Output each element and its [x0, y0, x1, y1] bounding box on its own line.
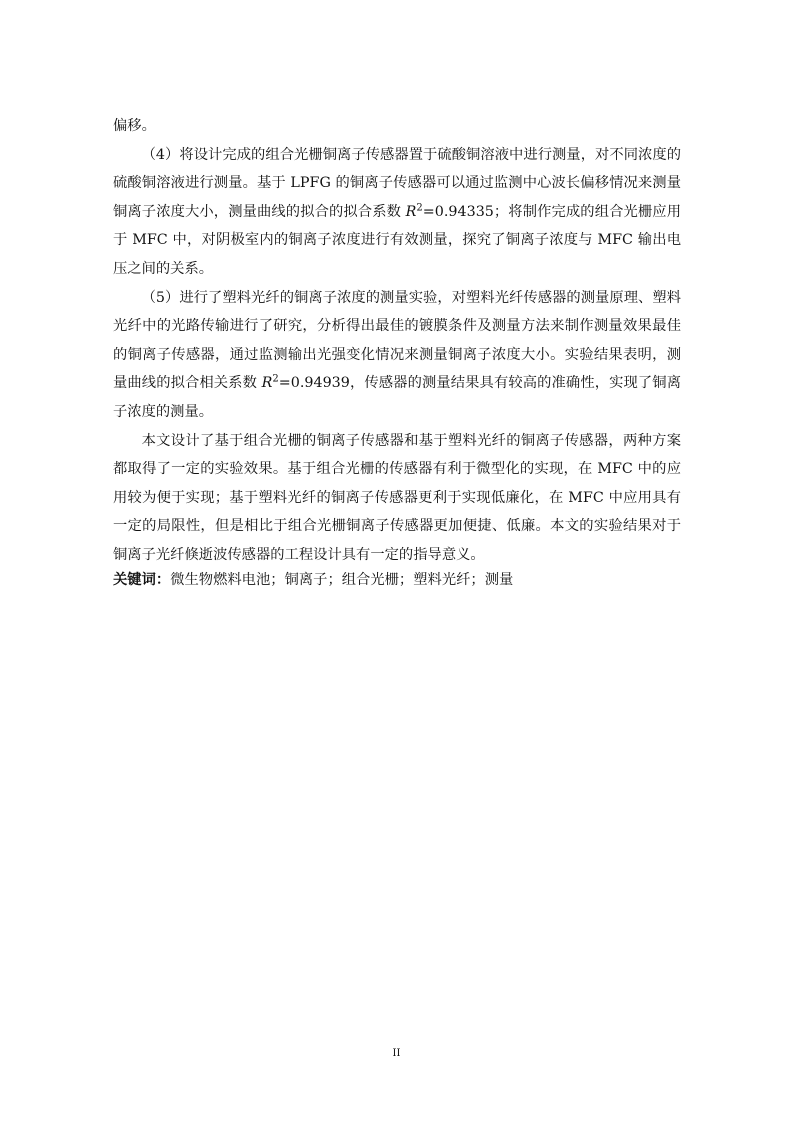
- page-number: II: [392, 1048, 401, 1059]
- paragraph-text-tail: ，传感器的测量结果具有较高的准确性，实现了铜离子浓度的测量。: [113, 375, 682, 420]
- paragraph-item-5: [113, 284, 681, 427]
- paragraph-text: （5）进行了塑料光纤的铜离子浓度的测量实验，对塑料光纤传感器的测量原理、塑料光纤中的光路传输进行了研究，分析得出最佳的镀膜条件及测量方法来制作测量效果最佳的铜离子传感器，通过监测输出光强变化情况来测量铜离子浓度大小。实验结果表明，测量曲线的拟合相关系数: [113, 289, 681, 392]
- keywords-text: 微生物燃料电池；铜离子；组合光栅；塑料光纤；测量: [170, 572, 514, 588]
- paragraph-text: （4）将设计完成的组合光栅铜离子传感器置于硫酸铜溶液中进行测量，对不同浓度的硫酸铜溶液进行测量。基于 LPFG 的铜离子传感器可以通过监测中心波长偏移情况来测量铜离子浓度大小，测量曲线的拟合的拟合系数: [113, 146, 681, 220]
- formula-symbol: R: [261, 375, 273, 392]
- keywords-line: [113, 566, 681, 595]
- formula-value: =0.94335: [422, 203, 494, 220]
- paragraph-continuation: 偏移。: [113, 118, 156, 134]
- formula-superscript: 2: [416, 202, 423, 214]
- paragraph-text-tail: ；将制作完成的组合光栅应用于 MFC 中，对阴极室内的铜离子浓度进行有效测量，探究了铜离子浓度与 MFC 输出电压之间的关系。: [113, 203, 682, 277]
- keywords-label: 关键词：: [113, 572, 171, 588]
- body-text: [113, 112, 681, 570]
- formula-symbol: R: [405, 203, 417, 220]
- paragraph-summary: 本文设计了基于组合光栅的铜离子传感器和基于塑料光纤的铜离子传感器，两种方案都取得了一定的实验效果。基于组合光栅的传感器有利于微型化的实现，在 MFC 中的应用较为便于实现；基于塑料光纤的铜离子传感器更利于实现低廉化，在 MFC 中应用具有一定的局限性，但是相比于组合光栅铜离子传感器更加便捷、低廉。本文的实验结果对于铜离子光纤倏逝波传感器的工程设计具有一定的指导意义。: [113, 432, 681, 563]
- paragraph-item-4: [113, 141, 681, 284]
- formula-value: =0.94939: [278, 375, 350, 392]
- formula-superscript: 2: [272, 373, 279, 385]
